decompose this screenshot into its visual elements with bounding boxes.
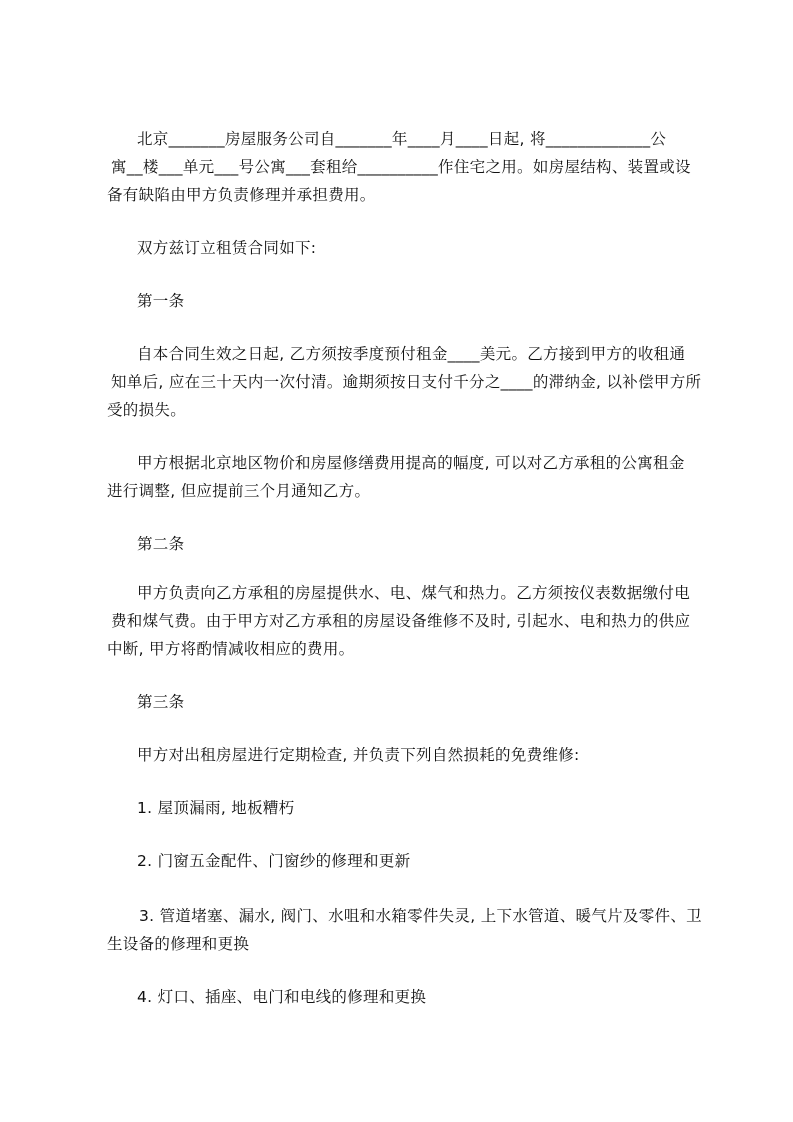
repair-item-2: 2. 门窗五金配件、门窗纱的修理和更新	[137, 852, 411, 870]
article-1-para-1-line-1: 自本合同生效之日起, 乙方须按季度预付租金____美元。乙方接到甲方的收租通	[137, 345, 686, 363]
agreement-statement: 双方兹订立租赁合同如下:	[137, 239, 317, 257]
article-2-para-line-3: 中断, 甲方将酌情减收相应的费用。	[107, 640, 355, 658]
intro-line-2: 寓__楼___单元___号公寓___套租给__________作住宅之用。如房屋结构、装置或设	[111, 158, 691, 176]
article-2-title: 第二条	[137, 535, 185, 553]
intro-line-1: 北京_______房屋服务公司自_______年____月____日起, 将_____________公	[137, 130, 667, 148]
article-1-title: 第一条	[137, 292, 185, 310]
repair-item-3-line-2: 生设备的修理和更换	[107, 935, 250, 953]
intro-line-3: 备有缺陷由甲方负责修理并承担费用。	[107, 186, 376, 204]
article-2-para-line-2: 费和煤气费。由于甲方对乙方承租的房屋设备维修不及时, 引起水、电和热力的供应	[111, 612, 691, 630]
repair-item-1: 1. 屋顶漏雨, 地板糟朽	[137, 799, 295, 817]
repair-item-3-line-1: 3. 管道堵塞、漏水, 阀门、水咀和水箱零件失灵, 上下水管道、暖气片及零件、卫	[139, 907, 702, 925]
article-2-para-line-1: 甲方负责向乙方承租的房屋提供水、电、煤气和热力。乙方须按仪表数据缴付电	[137, 584, 691, 602]
article-1-para-2-line-2: 进行调整, 但应提前三个月通知乙方。	[107, 482, 371, 500]
repair-item-4: 4. 灯口、插座、电门和电线的修理和更换	[137, 988, 427, 1006]
article-3-title: 第三条	[137, 693, 185, 711]
article-3-intro: 甲方对出租房屋进行定期检查, 并负责下列自然损耗的免费维修:	[137, 746, 580, 764]
article-1-para-2-line-1: 甲方根据北京地区物价和房屋修缮费用提高的幅度, 可以对乙方承租的公寓租金	[137, 454, 685, 472]
article-1-para-1-line-3: 受的损失。	[107, 401, 187, 419]
article-1-para-1-line-2: 知单后, 应在三十天内一次付清。逾期须按日支付千分之____的滞纳金, 以补偿甲方所	[111, 373, 702, 391]
